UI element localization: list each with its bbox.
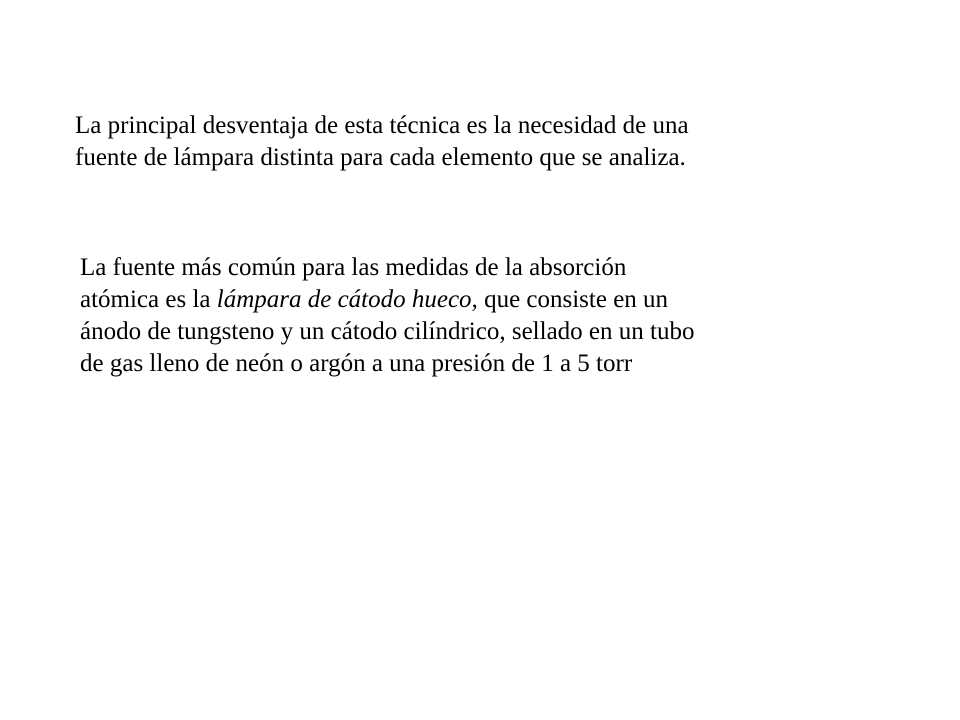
paragraph-2-line-2 bbox=[80, 284, 694, 316]
paragraph-disadvantage bbox=[75, 110, 689, 174]
paragraph-1-line-2: fuente de lámpara distinta para cada elemento que se analiza. bbox=[75, 144, 686, 171]
paragraph-lamp-source bbox=[80, 252, 694, 380]
paragraph-2-line-2-start: atómica es la bbox=[80, 286, 217, 313]
paragraph-2-line-1: La fuente más común para las medidas de la absorción bbox=[80, 254, 627, 281]
paragraph-2-line-2-end: que consiste en un bbox=[477, 286, 669, 313]
paragraph-1-line-1: La principal desventaja de esta técnica es la necesidad de una bbox=[75, 112, 689, 139]
hollow-cathode-lamp-term: lámpara de cátodo hueco, bbox=[216, 286, 478, 313]
paragraph-2-line-3: ánodo de tungsteno y un cátodo cilíndrico, sellado en un tubo bbox=[80, 318, 695, 345]
paragraph-2-line-4: de gas lleno de neón o argón a una presión de 1 a 5 torr bbox=[80, 350, 633, 377]
